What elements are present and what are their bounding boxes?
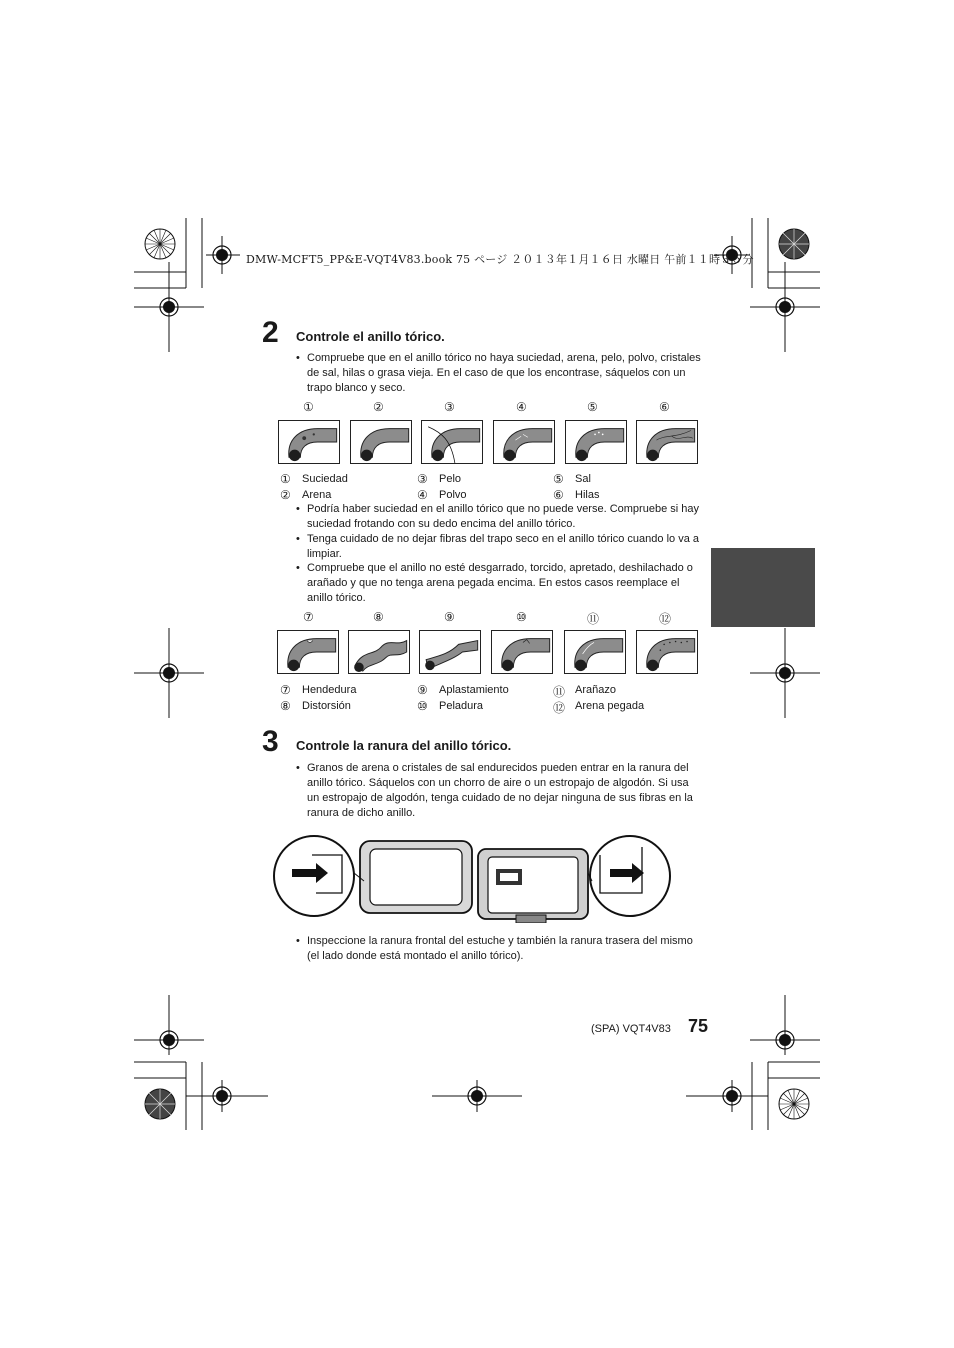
step-2-intro-bullet (296, 351, 707, 396)
bullet-text: Compruebe que el anillo no esté desgarrado, torcido, apretado, deshilachado o arañado y que no tenga arena pegada encima. En estos casos reemplace el anillo tórico. (307, 562, 693, 604)
legend-label: Distorsión (302, 700, 351, 712)
figure-b-marker: ⑪ (587, 612, 600, 626)
legend-marker: ④ (417, 488, 428, 502)
figure-a-marker: ② (373, 400, 384, 414)
step-3-title: Controle la ranura del anillo tórico. (296, 738, 512, 753)
ring-tile-dust (493, 420, 555, 464)
figure-b-marker: ⑩ (516, 610, 527, 624)
bullet-dot: • (296, 562, 300, 574)
legend-label: Arena pegada (575, 700, 645, 712)
section-side-tab (711, 548, 815, 627)
legend-label: Polvo (439, 489, 467, 501)
figure-b-marker: ⑫ (659, 612, 672, 626)
ring-tile-hair (421, 420, 483, 464)
legend-marker: ① (280, 472, 291, 486)
bullet-text: Compruebe que en el anillo tórico no haya suciedad, arena, pelo, polvo, cristales de sal, hilas o grasa vieja. En el caso de que los encontrase, sáquelos con un trapo blanco y seco. (307, 352, 701, 394)
legend-label: Aplastamiento (439, 684, 509, 696)
legend-marker: ⑤ (553, 472, 564, 486)
bullet-text: Inspeccione la ranura frontal del estuche y también la ranura trasera del mismo (el lado donde está montado el anillo tórico). (307, 935, 693, 962)
ring-tile-peeling (491, 630, 553, 674)
figure-a-marker: ⑥ (659, 400, 670, 414)
bullet-dot: • (296, 762, 300, 774)
legend-label: Arañazo (575, 684, 616, 696)
step-2-number: 2 (262, 316, 279, 349)
legend-label: Hilas (575, 489, 600, 501)
legend-marker: ⑫ (553, 701, 566, 715)
bullet-dot: • (296, 533, 300, 545)
figure-b-marker: ⑦ (303, 610, 314, 624)
figure-b-marker: ⑧ (373, 610, 384, 624)
figure-a-marker: ① (303, 400, 314, 414)
ring-tile-dirt (278, 420, 340, 464)
legend-label: Sal (575, 473, 591, 485)
bullet-dot: • (296, 935, 300, 947)
legend-marker: ⑥ (553, 488, 564, 502)
legend-label: Peladura (439, 700, 484, 712)
legend-label: Pelo (439, 473, 462, 485)
legend-label: Arena (302, 489, 332, 501)
legend-label: Suciedad (302, 473, 348, 485)
legend-marker: ③ (417, 472, 428, 486)
page-number: 75 (688, 1016, 709, 1036)
legend-marker: ② (280, 488, 291, 502)
step-2-title: Controle el anillo tórico. (296, 329, 445, 344)
bullet-dot: • (296, 503, 300, 515)
ring-tile-salt (565, 420, 627, 464)
bullet-text: Podría haber suciedad en el anillo tórico que no puede verse. Compruebe si hay suciedad frotando con su dedo encima del anillo tórico. (307, 503, 699, 530)
step-3-bullet-2 (296, 934, 699, 964)
bullet-dot: • (296, 352, 300, 364)
legend-marker: ⑧ (280, 699, 291, 713)
ring-tile-stuck-sand (636, 630, 698, 674)
ring-tile-sand (350, 420, 412, 464)
legend-marker: ⑦ (280, 683, 291, 697)
step-2-bullet-2 (296, 532, 707, 562)
bullet-text: Tenga cuidado de no dejar fibras del trapo seco en el anillo tórico cuando lo va a limpiar. (307, 533, 699, 560)
legend-marker: ⑨ (417, 683, 428, 697)
figure-a-marker: ④ (516, 400, 527, 414)
figure-a-marker: ⑤ (587, 400, 598, 414)
bullet-text: Granos de arena o cristales de sal endurecidos pueden entrar en la ranura del anillo tórico. Sáquelos con un chorro de aire o un estropajo de algodón. Si usa un estropajo de algodón, tenga cuidado de no dejar ninguna de sus fibras en la ranura de dicho anillo. (307, 762, 693, 819)
legend-marker: ⑪ (553, 685, 566, 699)
step-2-bullet-1 (296, 502, 707, 532)
case-groove-illustration (270, 833, 674, 923)
figure-b-marker: ⑨ (444, 610, 455, 624)
ring-tile-distortion (348, 630, 410, 674)
footer-model-code: (SPA) VQT4V83 (591, 1023, 671, 1035)
legend-label: Hendedura (302, 684, 357, 696)
ring-tile-dent (277, 630, 339, 674)
ring-tile-flattening (419, 630, 481, 674)
print-header-line: DMW-MCFT5_PP&E-VQT4V83.book 75 ページ ２０１３年１月１６日 水曜日 午前１１時３５分 (246, 253, 754, 266)
step-3-number: 3 (262, 725, 279, 758)
legend-marker: ⑩ (417, 699, 428, 713)
step-2-bullet-3 (296, 561, 707, 606)
ring-tile-scratch (564, 630, 626, 674)
figure-a-marker: ③ (444, 400, 455, 414)
ring-tile-lint (636, 420, 698, 464)
step-3-bullet-1 (296, 761, 699, 821)
